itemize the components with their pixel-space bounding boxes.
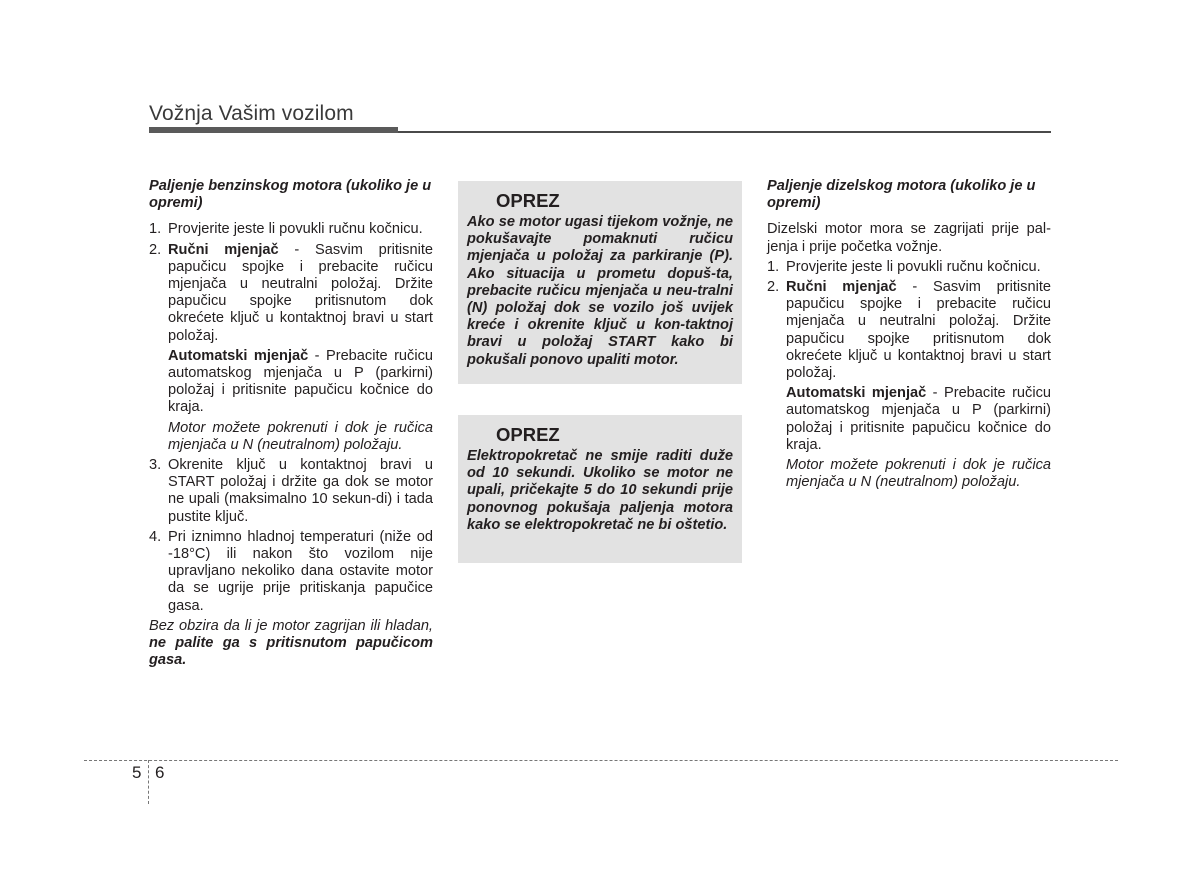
step-text: Pri iznimno hladnoj temperaturi (niže od -18°C) ili nakon što vozilom nije upravljano nekoliko dana ostavite motor da se ugrije prije pritiskanja papučice gasa.	[168, 528, 433, 614]
left-column	[149, 178, 433, 669]
intro-text: Dizelski motor mora se zagrijati prije pal-jenja i prije početka vožnje.	[767, 221, 1051, 255]
footer-divider-vertical	[148, 760, 149, 804]
step-text: - Sasvim pritisnite papučicu spojke i prebacite ručicu mjenjača u neutralni položaj. Držite papučicu spojke pritisnutom dok okrećete ključ u kontaktnoj bravi u start položaj.	[786, 279, 1051, 382]
chapter-number: 5	[132, 763, 142, 782]
list-item	[767, 259, 1051, 276]
step-note: Motor možete pokrenuti i dok je ručica mjenjača u N (neutralnom) položaju.	[168, 419, 433, 453]
step-text: Provjerite jeste li povukli ručnu kočnicu.	[168, 221, 423, 238]
step-list	[149, 221, 433, 614]
list-item	[149, 457, 433, 526]
caution-text: Elektropokretač ne smije raditi duže od 10 sekundi. Ukoliko se motor ne upali, pričekajte 5 do 10 sekundi prije ponovnog pokušaja paljenja motora kako se elektropokretač ne bi oštetio.	[467, 448, 733, 533]
caution-text: Ako se motor ugasi tijekom vožnje, ne pokušavajte pomaknuti ručicu mjenjača u položaj za parkiranje (P). Ako situacija u prometu dopuš-ta, prebacite ručicu mjenjača u neu-tralni (N) položaj dok se vozilo još uvijek kreće i okrenite ključ u kon-taktnoj bravi u položaj START kako bi pokušali ponovo upaliti motor.	[467, 214, 733, 368]
page-title: Vožnja Vašim vozilom	[149, 102, 354, 125]
step-number: 1.	[149, 221, 162, 238]
step-number: 2.	[767, 279, 780, 296]
step-text: - Prebacite ručicu automatskog mjenjača u P (parkirni) položaj i pritisnite papučicu kočnice do kraja.	[168, 347, 433, 416]
list-item	[149, 242, 433, 454]
step-text: Provjerite jeste li povukli ručnu kočnicu.	[786, 258, 1041, 275]
closing-bold: ne palite ga s pritisnutom papučicom gasa.	[149, 635, 433, 669]
step-number: 1.	[767, 258, 780, 275]
caution-box	[458, 181, 742, 384]
step-text: - Sasvim pritisnite papučicu spojke i prebacite ručicu mjenjača u neutralni položaj. Držite papučicu spojke pritisnutom dok okrećete ključ u kontaktnoj bravi u start položaj.	[168, 241, 433, 344]
list-item	[767, 279, 1051, 491]
closing-note	[149, 618, 433, 670]
list-item	[149, 529, 433, 615]
step-bold-label: Ručni mjenjač	[168, 241, 279, 258]
closing-italic: Bez obzira da li je motor zagrijan ili hladan,	[149, 617, 433, 634]
list-item	[149, 221, 433, 238]
step-text: Okrenite ključ u kontaktnoj bravi u START položaj i držite ga dok se motor ne upali (maksimalno 10 sekun-di) i tada pustite ključ.	[168, 457, 433, 525]
step-list	[767, 259, 1051, 492]
section-heading: Paljenje dizelskog motora (ukoliko je u opremi)	[767, 178, 1036, 212]
step-number: 3.	[149, 457, 162, 474]
caution-box	[458, 415, 742, 563]
step-subparagraph	[168, 348, 433, 417]
caution-title: OPREZ	[496, 424, 560, 445]
step-bold-label: Automatski mjenjač	[786, 385, 927, 402]
footer-divider	[84, 760, 1118, 761]
right-column	[767, 178, 1051, 494]
step-text: - Prebacite ručicu automatskog mjenjača u P (parkirni) položaj i pritisnite papučicu kočnice do kraja.	[786, 385, 1051, 453]
step-bold-label: Ručni mjenjač	[786, 279, 897, 296]
section-heading: Paljenje benzinskog motora (ukoliko je u opremi)	[149, 178, 432, 212]
header-accent-bar	[149, 127, 398, 133]
step-number: 2.	[149, 241, 162, 258]
caution-title: OPREZ	[496, 190, 560, 211]
step-note: Motor možete pokrenuti i dok je ručica mjenjača u N (neutralnom) položaju.	[786, 457, 1051, 491]
step-bold-label: Automatski mjenjač	[168, 347, 309, 364]
step-number: 4.	[149, 528, 162, 545]
step-subparagraph	[786, 385, 1051, 454]
page-number: 6	[155, 763, 165, 782]
